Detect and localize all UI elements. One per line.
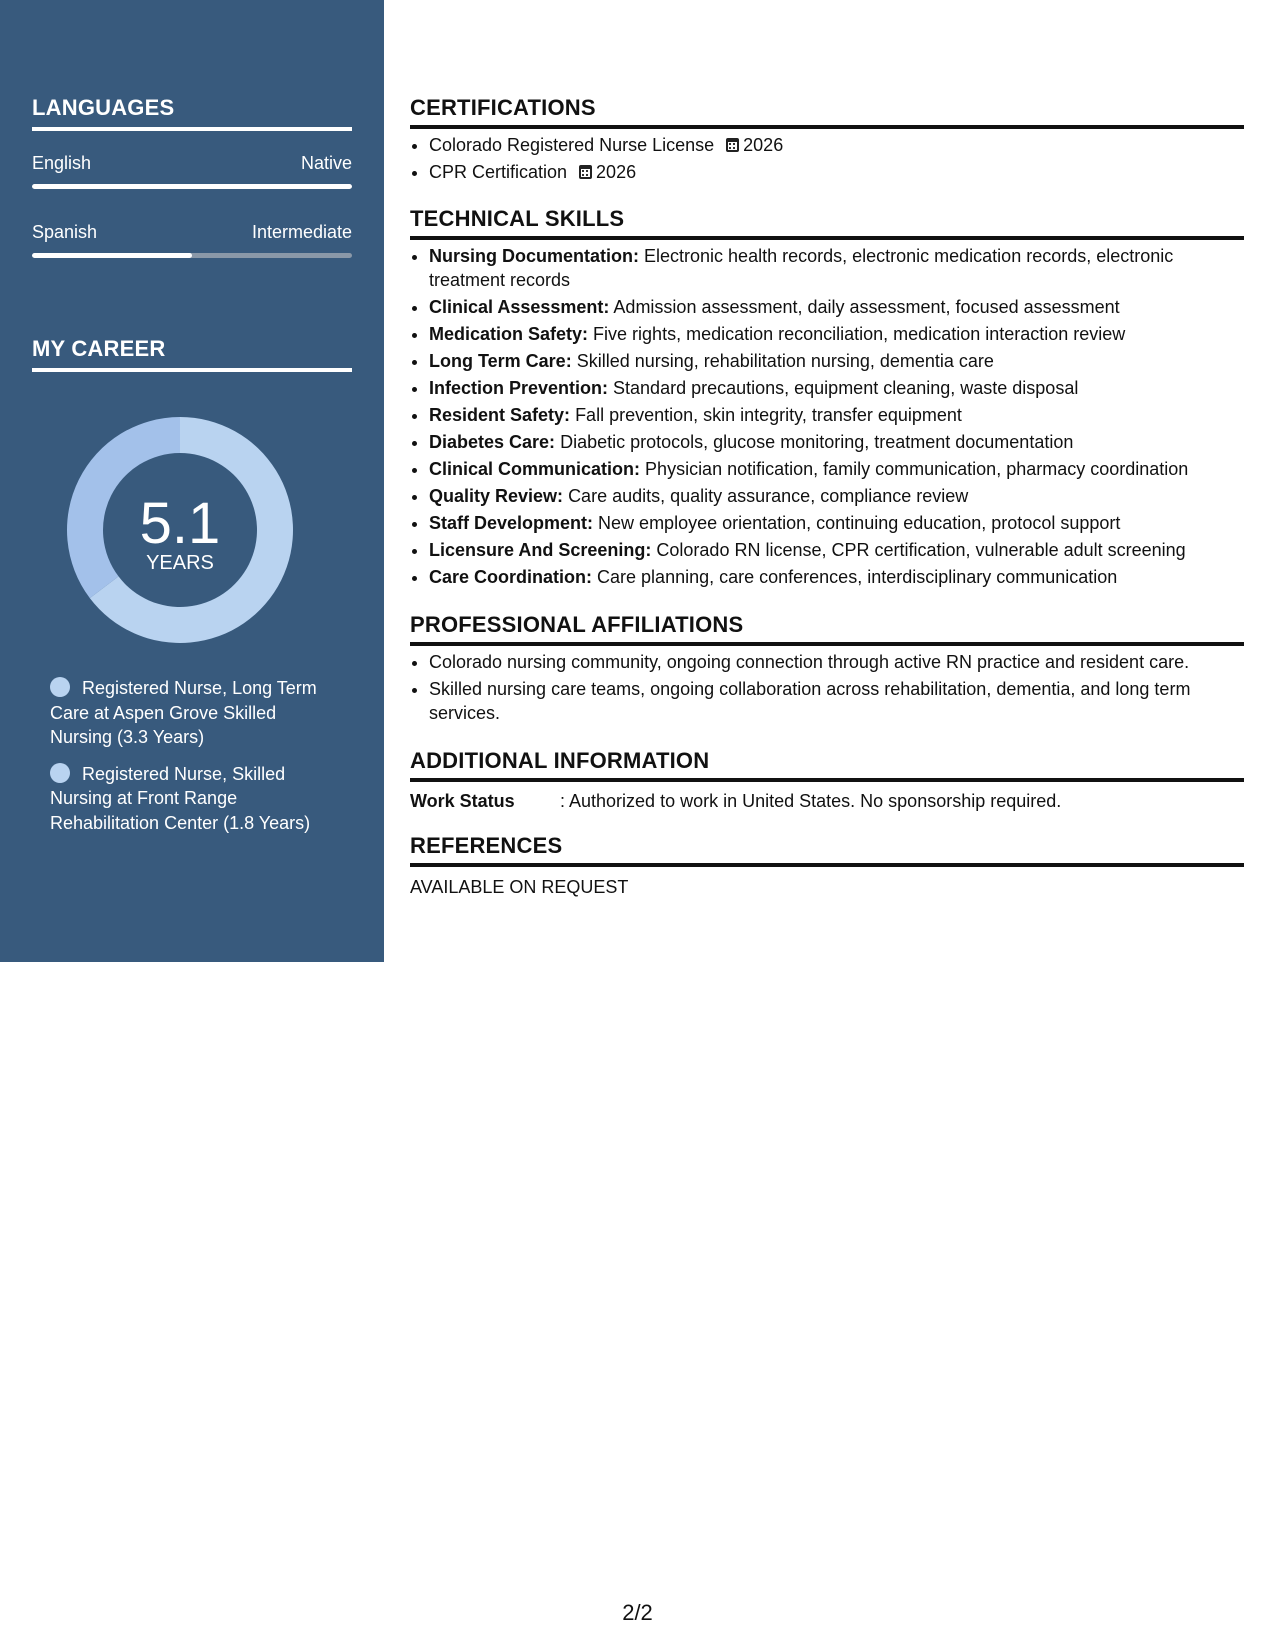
skill-item	[429, 322, 1244, 346]
skill-text: Electronic health records, electronic medication records, electronic treatment records	[429, 246, 1174, 290]
references-text: AVAILABLE ON REQUEST	[410, 877, 629, 897]
skill-text: Physician notification, family communication, pharmacy coordination	[645, 459, 1189, 479]
skill-label: Diabetes Care:	[429, 432, 556, 452]
technical-skills-title: TECHNICAL SKILLS	[410, 206, 1244, 240]
language-bar-spanish	[32, 253, 352, 258]
skill-item	[429, 430, 1244, 454]
skill-text: Colorado RN license, CPR certification, vulnerable adult screening	[656, 540, 1186, 560]
languages-title: LANGUAGES	[32, 95, 352, 131]
career-donut-chart	[65, 415, 295, 645]
certifications-list	[410, 133, 1244, 184]
affiliations-list	[410, 650, 1244, 725]
calendar-icon	[579, 165, 592, 179]
career-dot-icon	[50, 677, 70, 697]
skill-item	[429, 457, 1244, 481]
skill-item	[429, 244, 1244, 292]
skill-label: Licensure And Screening:	[429, 540, 652, 560]
skill-text: New employee orientation, continuing education, protocol support	[598, 513, 1121, 533]
certification-item	[429, 133, 1244, 157]
certification-name: Colorado Registered Nurse License	[429, 135, 715, 155]
skill-label: Clinical Communication:	[429, 459, 641, 479]
work-status-label: Work Status	[410, 791, 515, 811]
skill-text: Five rights, medication reconciliation, medication interaction review	[593, 324, 1126, 344]
technical-skills-list	[410, 244, 1244, 589]
additional-info-title: ADDITIONAL INFORMATION	[410, 748, 1244, 782]
skill-item	[429, 538, 1244, 562]
certification-year: 2026	[596, 162, 637, 182]
certification-item	[429, 160, 1244, 184]
skill-label: Medication Safety:	[429, 324, 589, 344]
career-item	[50, 676, 340, 750]
skill-item	[429, 511, 1244, 535]
skill-item	[429, 403, 1244, 427]
sidebar	[0, 0, 384, 962]
skill-item	[429, 376, 1244, 400]
skill-label: Staff Development:	[429, 513, 594, 533]
career-title: MY CAREER	[32, 336, 352, 372]
references-section	[410, 833, 1244, 898]
skill-text: Diabetic protocols, glucose monitoring, treatment documentation	[560, 432, 1074, 452]
references-title: REFERENCES	[410, 833, 1244, 867]
affiliation-item: • Skilled nursing care teams, ongoing collaboration across rehabilitation, dementia, and long term services.	[429, 677, 1244, 725]
language-row-english	[32, 153, 352, 174]
skill-item	[429, 349, 1244, 373]
skill-item	[429, 295, 1244, 319]
certifications-title: CERTIFICATIONS	[410, 95, 1244, 129]
skill-label: Resident Safety:	[429, 405, 571, 425]
language-bar-english	[32, 184, 352, 189]
skill-label: Long Term Care:	[429, 351, 572, 371]
skill-item	[429, 565, 1244, 589]
skill-text: Admission assessment, daily assessment, focused assessment	[613, 297, 1120, 317]
language-bar-fill	[32, 253, 192, 258]
career-list	[50, 676, 340, 847]
career-item-text: Registered Nurse, Long Term Care at Aspen Grove Skilled Nursing (3.3 Years)	[50, 678, 317, 747]
certification-year: 2026	[743, 135, 784, 155]
page-number: 2/2	[622, 1600, 653, 1625]
certifications-section	[410, 95, 1244, 187]
affiliation-item: • Colorado nursing community, ongoing connection through active RN practice and resident care.	[429, 650, 1244, 674]
language-row-spanish	[32, 222, 352, 243]
career-item-text: Registered Nurse, Skilled Nursing at Front Range Rehabilitation Center (1.8 Years)	[50, 763, 311, 833]
career-total-unit: YEARS	[146, 552, 214, 574]
technical-skills-section	[410, 206, 1244, 592]
skill-item	[429, 484, 1244, 508]
work-status-value: : Authorized to work in United States. No sponsorship required.	[560, 791, 1062, 811]
calendar-icon	[726, 138, 739, 152]
skill-label: Quality Review:	[429, 486, 564, 506]
skill-text: Care planning, care conferences, interdisciplinary communication	[597, 567, 1118, 587]
affiliations-title: PROFESSIONAL AFFILIATIONS	[410, 612, 1244, 646]
skill-text: Standard precautions, equipment cleaning, waste disposal	[613, 378, 1079, 398]
language-level: Native	[300, 153, 352, 173]
skill-label: Nursing Documentation:	[429, 246, 639, 266]
certification-name: CPR Certification	[429, 162, 568, 182]
skill-text: Skilled nursing, rehabilitation nursing, dementia care	[576, 351, 994, 371]
language-name: Spanish	[32, 222, 98, 242]
career-item	[50, 762, 340, 836]
additional-info-section	[410, 748, 1244, 812]
skill-text: Fall prevention, skin integrity, transfer equipment	[575, 405, 962, 425]
skill-label: Clinical Assessment:	[429, 297, 610, 317]
career-total-value: 5.1	[139, 491, 221, 556]
language-level: Intermediate	[251, 222, 352, 242]
skill-text: Care audits, quality assurance, compliance review	[568, 486, 969, 506]
skill-label: Infection Prevention:	[429, 378, 609, 398]
skill-label: Care Coordination:	[429, 567, 593, 587]
work-status-row	[410, 791, 1244, 812]
career-dot-icon	[50, 763, 70, 783]
affiliations-section	[410, 612, 1244, 728]
language-bar-fill	[32, 184, 352, 189]
language-name: English	[32, 153, 92, 173]
